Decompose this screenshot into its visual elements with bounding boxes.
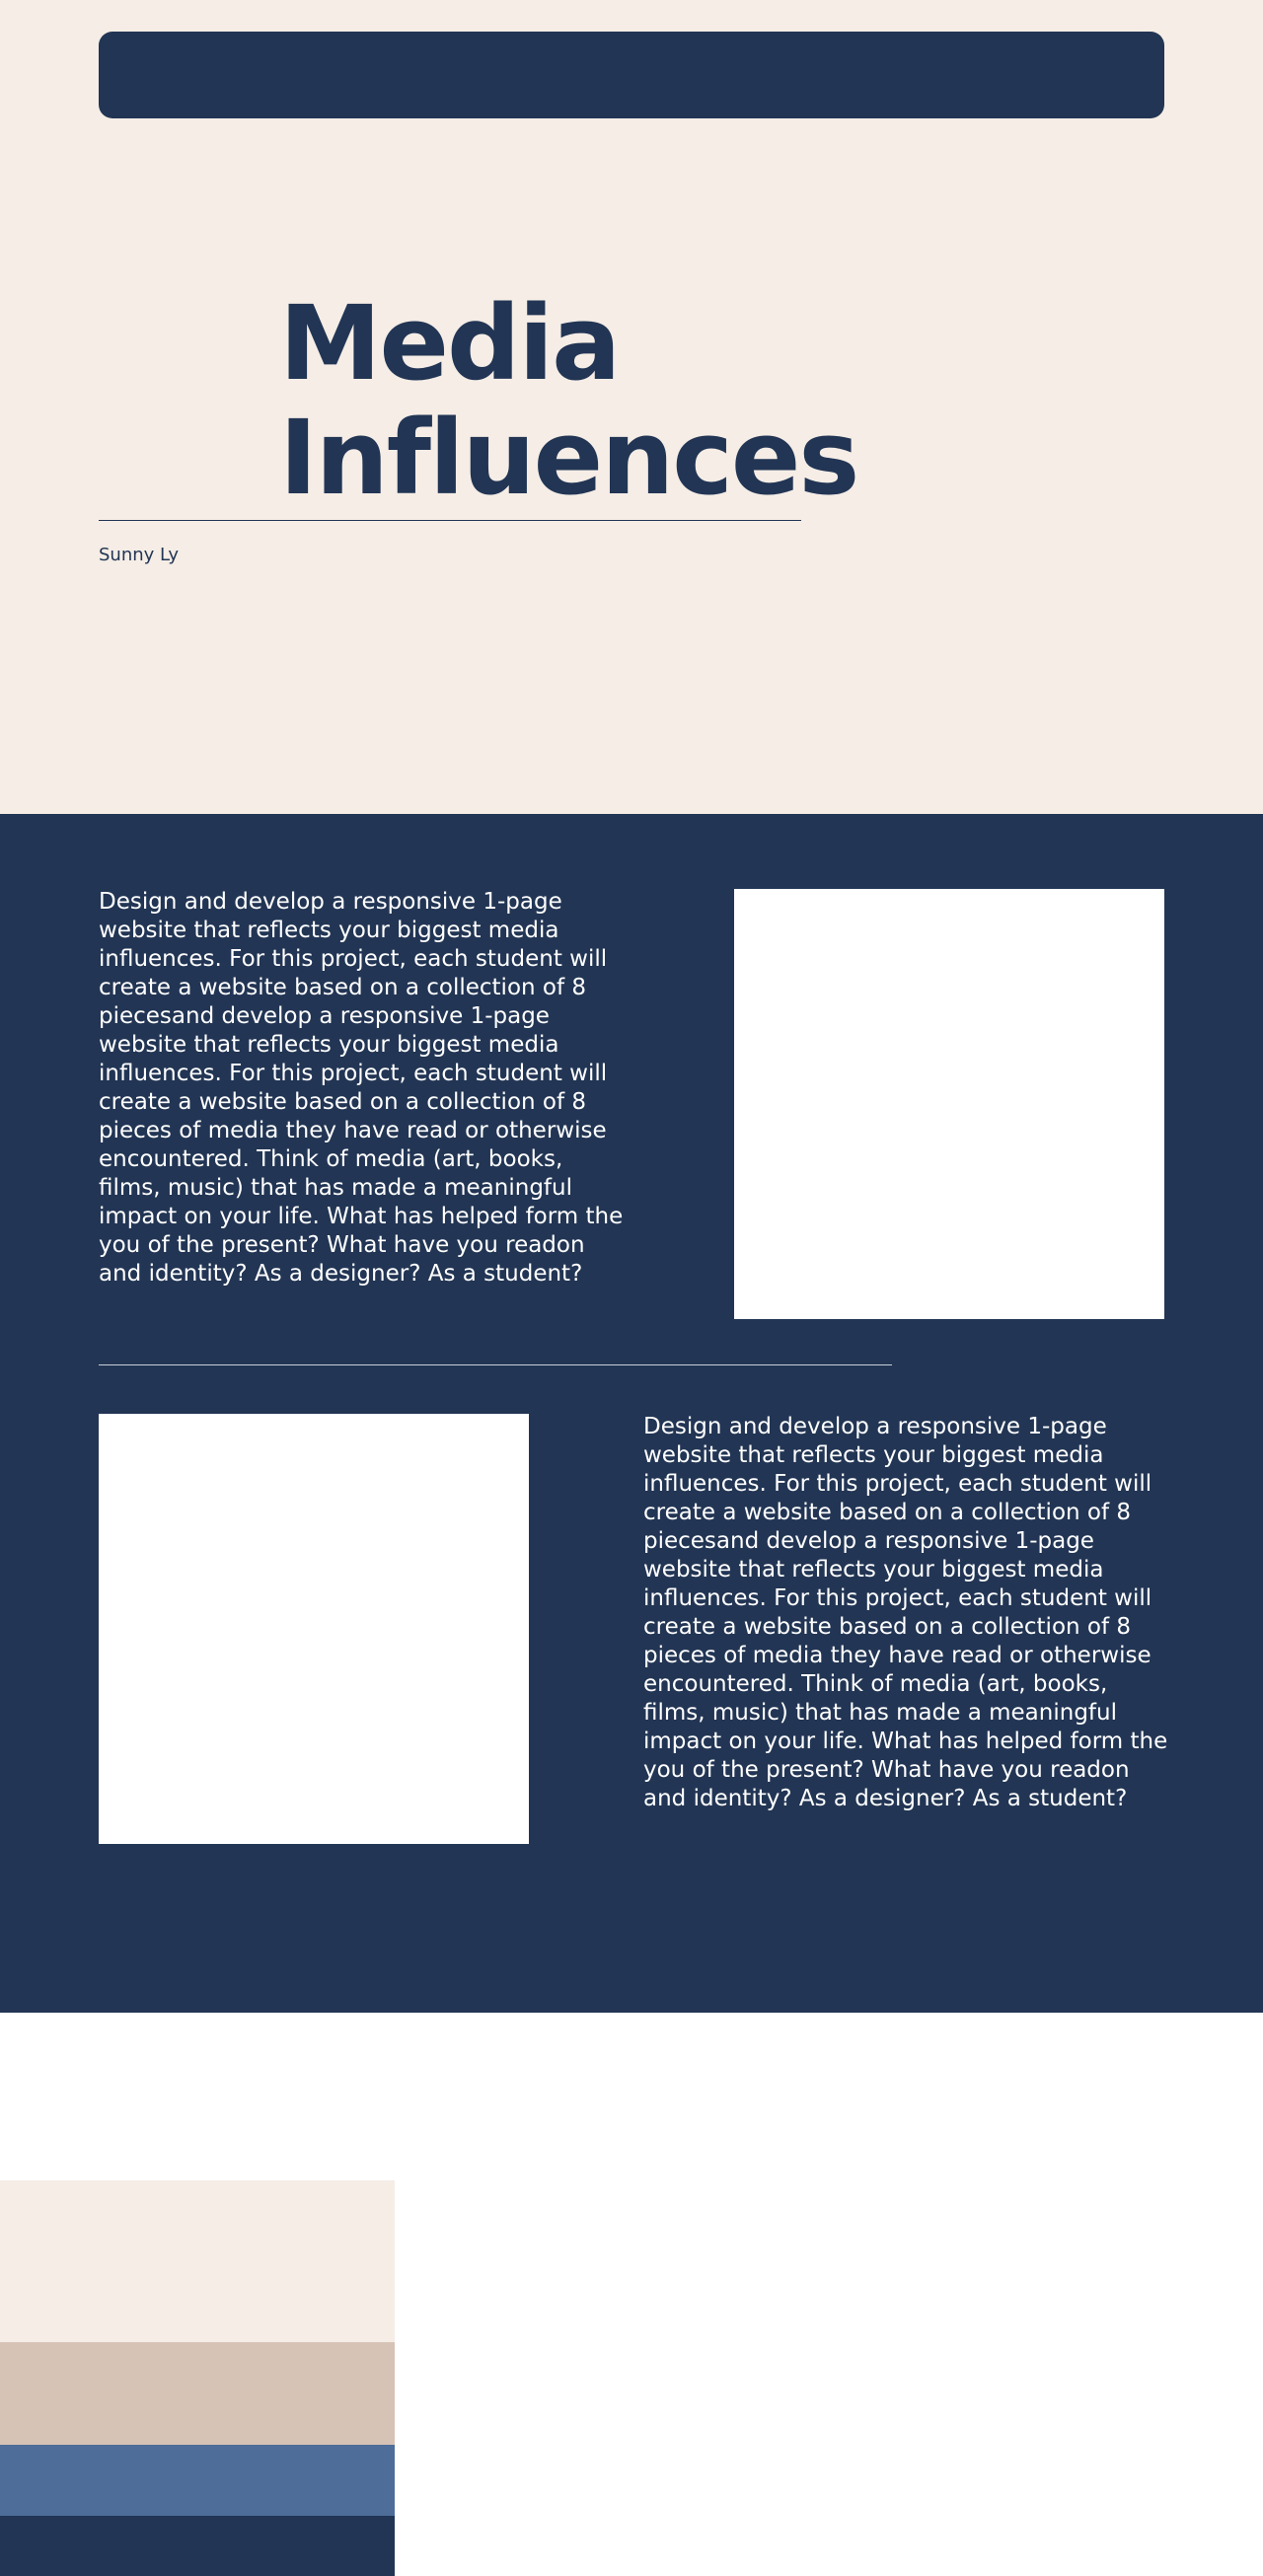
image-placeholder-1: [734, 889, 1164, 1319]
palette-swatch-tan: [0, 2342, 395, 2445]
page-title: [279, 283, 858, 518]
palette-swatch-navy: [0, 2516, 395, 2576]
navigation-bar[interactable]: [99, 32, 1164, 118]
palette-swatch-blue: [0, 2445, 395, 2516]
title-line-2: Influences: [279, 398, 858, 518]
section-divider: [99, 1364, 892, 1365]
content-section: [0, 814, 1263, 2013]
description-paragraph-1: Design and develop a responsive 1-page website that reflects your biggest media influences. For this project, each student will create a website based on a collection of 8 piecesand develop a responsive 1-page website that reflects your biggest media influences. For this project, each student will create a website based on a collection of 8 pieces of media they have read or otherwise encountered. Think of media (art, books, films, music) that has made a meaningful impact on your life. What has helped form the you of the present? What have you readon and identity? As a designer? As a student?: [99, 889, 624, 1287]
title-divider: [99, 520, 801, 521]
description-paragraph-2: Design and develop a responsive 1-page website that reflects your biggest media influences. For this project, each student will create a website based on a collection of 8 piecesand develop a responsive 1-page website that reflects your biggest media influences. For this project, each student will create a website based on a collection of 8 pieces of media they have read or otherwise encountered. Think of media (art, books, films, music) that has made a meaningful impact on your life. What has helped form the you of the present? What have you readon and identity? As a designer? As a student?: [643, 1414, 1168, 1811]
image-placeholder-2: [99, 1414, 529, 1844]
author-name: Sunny Ly: [99, 545, 180, 565]
palette-swatch-cream: [0, 2180, 395, 2342]
hero-section: [0, 0, 1263, 814]
title-line-1: Media: [279, 283, 620, 404]
